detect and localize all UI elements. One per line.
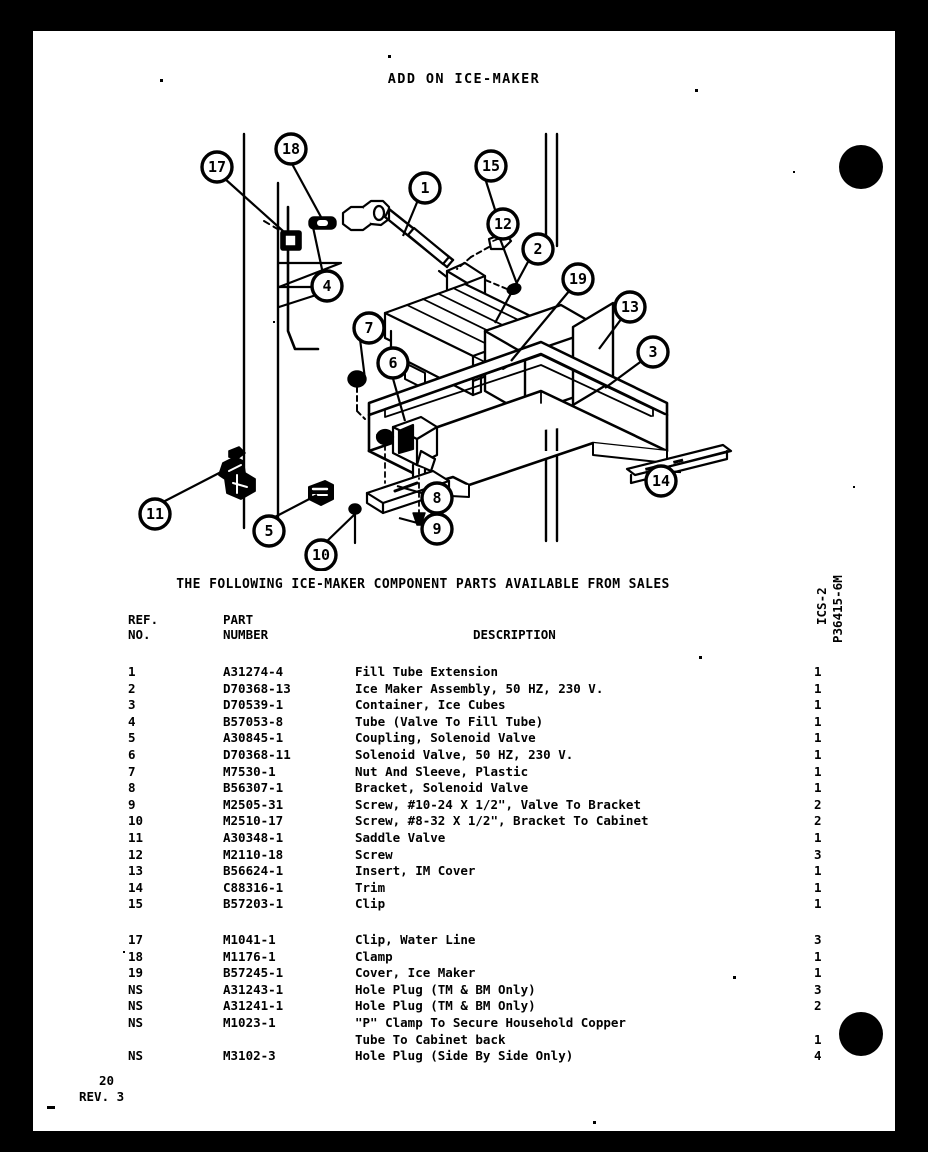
callout-label: 19	[568, 270, 588, 289]
column-header-description: DESCRIPTION	[473, 627, 556, 642]
callout-label: 3	[648, 343, 658, 362]
cell-part-number: M2110-18	[223, 846, 284, 862]
cell-ref-no: 12	[128, 846, 144, 862]
column-header-ref: REF. NO.	[128, 612, 159, 642]
cell-quantity: 2	[814, 998, 822, 1014]
cell-description: Clip, Water Line	[355, 932, 476, 947]
cell-quantity: 1	[814, 730, 822, 746]
cell-description: Fill Tube Extension	[355, 664, 498, 679]
cell-quantity: 1	[814, 879, 822, 895]
cell-quantity: 3	[814, 981, 822, 997]
table-row	[33, 1032, 895, 1049]
scan-speck	[733, 976, 736, 979]
cell-description: Clip	[355, 896, 386, 912]
cell-description: Solenoid Valve, 50 HZ, 230 V.	[355, 747, 574, 762]
table-row	[33, 932, 895, 949]
cell-description: Bracket, Solenoid Valve	[355, 780, 529, 796]
cell-description: Clamp	[355, 948, 393, 964]
cell-quantity: 1	[814, 664, 822, 679]
table-row	[33, 730, 895, 747]
form-code-p: P36415-6M	[830, 575, 845, 643]
cell-description: Ice Maker Assembly, 50 HZ, 230 V.	[355, 680, 604, 696]
scan-speck	[853, 486, 855, 488]
form-code-ics: ICS-2	[814, 587, 829, 625]
cell-part-number: M7530-1	[223, 763, 276, 779]
cell-ref-no: 17	[128, 932, 144, 947]
table-row	[33, 949, 895, 966]
cell-quantity: 2	[814, 796, 822, 812]
column-header-part-number: PART NUMBER	[223, 612, 269, 642]
cell-description: Cover, Ice Maker	[355, 965, 476, 981]
table-row	[33, 747, 895, 764]
cell-part-number: C88316-1	[223, 879, 284, 895]
callout-label: 9	[432, 520, 442, 539]
cell-description: "P" Clamp To Secure Household Copper	[355, 1015, 626, 1030]
cell-ref-no: 3	[128, 697, 136, 713]
cell-ref-no: NS	[128, 1048, 144, 1064]
cell-part-number: B56307-1	[223, 780, 284, 796]
parts-table	[33, 31, 895, 1131]
callout-label: 17	[207, 158, 227, 177]
cell-description: Container, Ice Cubes	[355, 697, 506, 713]
parts-list-heading: THE FOLLOWING ICE-MAKER COMPONENT PARTS AVAILABLE FROM SALES	[176, 577, 670, 592]
cell-quantity: 3	[814, 846, 822, 862]
cell-ref-no: NS	[128, 1015, 144, 1030]
cell-quantity: 4	[814, 1048, 822, 1064]
cell-ref-no: NS	[128, 981, 144, 997]
cell-ref-no: 19	[128, 965, 144, 981]
table-row	[33, 880, 895, 897]
cell-ref-no: 7	[128, 763, 136, 779]
cell-quantity: 1	[814, 713, 822, 729]
page-number: 20	[99, 1073, 115, 1088]
cell-quantity: 2	[814, 813, 822, 829]
cell-quantity: 1	[814, 965, 822, 981]
cell-quantity: 1	[814, 680, 822, 696]
callout-label: 5	[264, 522, 274, 541]
border-edge-top	[0, 0, 928, 31]
cell-part-number: M1176-1	[223, 948, 276, 964]
cell-ref-no: NS	[128, 998, 144, 1014]
cell-part-number: M2510-17	[223, 813, 284, 829]
cell-description: Saddle Valve	[355, 830, 446, 845]
scan-speck	[699, 656, 702, 659]
cell-quantity: 1	[814, 780, 822, 796]
border-edge-left	[0, 0, 33, 1152]
cell-description: Screw	[355, 846, 393, 862]
cell-part-number: M3102-3	[223, 1048, 276, 1064]
cell-part-number: D70539-1	[223, 697, 284, 713]
callout-label: 11	[145, 505, 165, 524]
cell-part-number: A30348-1	[223, 830, 284, 845]
table-row	[33, 998, 895, 1015]
callout-label: 12	[493, 215, 513, 234]
cell-part-number: M2505-31	[223, 796, 284, 812]
cell-quantity: 3	[814, 932, 822, 947]
callout-label: 4	[322, 277, 332, 296]
callout-label: 7	[364, 319, 374, 338]
cell-ref-no: 5	[128, 730, 136, 746]
cell-part-number: A30845-1	[223, 730, 284, 746]
cell-ref-no: 13	[128, 863, 144, 879]
page-title: ADD ON ICE-MAKER	[387, 71, 541, 87]
table-row	[33, 830, 895, 847]
callout-label: 2	[533, 240, 543, 259]
cell-part-number: A31274-4	[223, 664, 284, 679]
scan-speck	[388, 55, 391, 58]
scan-speck	[793, 171, 795, 173]
cell-description: Trim	[355, 879, 386, 895]
cell-description: Screw, #10-24 X 1/2", Valve To Bracket	[355, 796, 641, 812]
registration-dot-bottom	[839, 1012, 883, 1056]
callout-label: 1	[420, 179, 430, 198]
cell-ref-no: 14	[128, 879, 144, 895]
cell-description: Tube (Valve To Fill Tube)	[355, 713, 544, 729]
table-row	[33, 896, 895, 913]
cell-quantity: 1	[814, 896, 822, 912]
table-row	[33, 797, 895, 814]
table-row	[33, 764, 895, 781]
callout-label: 13	[620, 298, 640, 317]
cell-ref-no: 1	[128, 664, 136, 679]
cell-part-number: M1023-1	[223, 1015, 276, 1030]
cell-ref-no: 18	[128, 948, 144, 964]
revision-label: REV. 3	[79, 1089, 125, 1104]
cell-quantity: 1	[814, 697, 822, 713]
callout-label: 14	[651, 472, 671, 491]
cell-quantity: 1	[814, 1031, 822, 1047]
scan-speck	[695, 89, 698, 92]
table-row	[33, 813, 895, 830]
table-row	[33, 664, 895, 681]
border-edge-right	[895, 0, 928, 1152]
table-row	[33, 863, 895, 880]
cell-ref-no: 8	[128, 780, 136, 796]
callout-label: 6	[388, 354, 398, 373]
cell-ref-no: 2	[128, 680, 136, 696]
cell-part-number: M1041-1	[223, 932, 276, 947]
cell-description: Coupling, Solenoid Valve	[355, 730, 536, 746]
cell-quantity: 1	[814, 863, 822, 879]
table-row	[33, 780, 895, 797]
cell-quantity: 1	[814, 948, 822, 964]
cell-ref-no: 10	[128, 813, 144, 829]
callout-label: 18	[281, 140, 301, 159]
cell-description: Insert, IM Cover	[355, 863, 476, 879]
table-row	[33, 697, 895, 714]
cell-part-number: B57053-8	[223, 713, 284, 729]
table-row	[33, 1015, 895, 1032]
cell-ref-no: 6	[128, 747, 136, 762]
scan-speck	[593, 1121, 596, 1124]
cell-description: Screw, #8-32 X 1/2", Bracket To Cabinet	[355, 813, 649, 829]
cell-ref-no: 4	[128, 713, 136, 729]
cell-ref-no: 15	[128, 896, 144, 912]
registration-dot-top	[839, 145, 883, 189]
cell-part-number: B57203-1	[223, 896, 284, 912]
border-edge-bottom	[0, 1131, 928, 1152]
cell-description: Hole Plug (TM & BM Only)	[355, 998, 536, 1014]
cell-description: Tube To Cabinet back	[355, 1031, 506, 1047]
cell-quantity: 1	[814, 830, 822, 845]
cell-part-number: D70368-11	[223, 747, 291, 762]
cell-part-number: A31241-1	[223, 998, 284, 1014]
scan-speck	[123, 951, 125, 953]
cell-ref-no: 11	[128, 830, 144, 845]
scan-speck	[47, 1106, 55, 1109]
table-row	[33, 714, 895, 731]
paper-sheet	[33, 31, 895, 1131]
cell-part-number: B56624-1	[223, 863, 284, 879]
table-row	[33, 982, 895, 999]
callout-label: 15	[481, 157, 501, 176]
scan-speck	[273, 321, 275, 323]
cell-description: Hole Plug (TM & BM Only)	[355, 981, 536, 997]
scan-speck	[160, 79, 163, 82]
table-row	[33, 681, 895, 698]
cell-quantity: 1	[814, 763, 822, 779]
callout-label: 8	[432, 489, 442, 508]
cell-ref-no: 9	[128, 796, 136, 812]
table-row	[33, 965, 895, 982]
callout-label: 10	[311, 546, 331, 565]
cell-description: Hole Plug (Side By Side Only)	[355, 1048, 574, 1064]
table-row	[33, 847, 895, 864]
cell-part-number: A31243-1	[223, 981, 284, 997]
cell-part-number: B57245-1	[223, 965, 284, 981]
table-row	[33, 1048, 895, 1065]
cell-description: Nut And Sleeve, Plastic	[355, 763, 529, 779]
cell-quantity: 1	[814, 747, 822, 762]
cell-part-number: D70368-13	[223, 680, 291, 696]
